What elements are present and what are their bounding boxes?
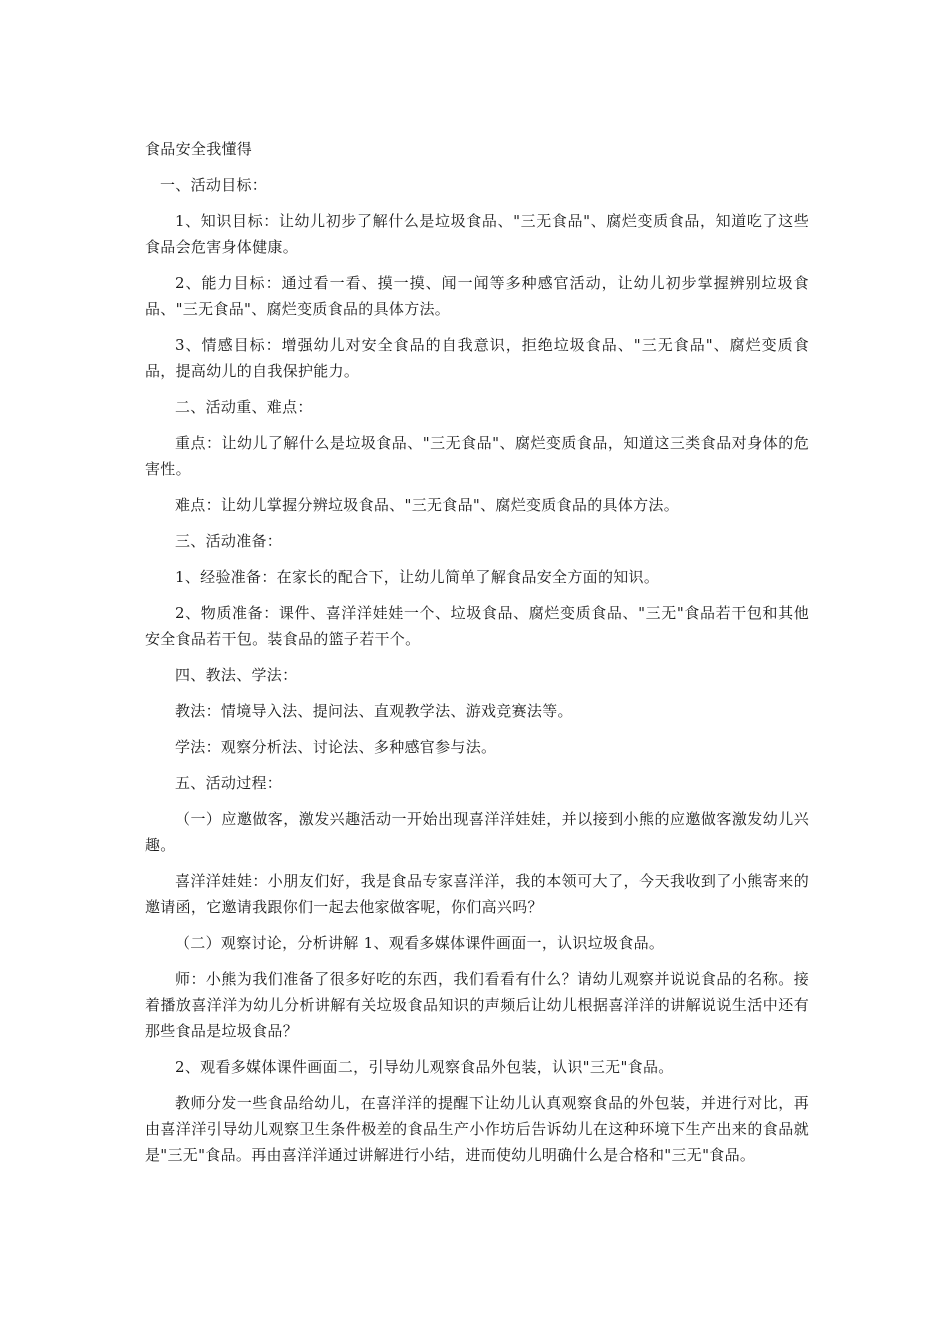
paragraph-courseware-screen-2: 2、观看多媒体课件画面二，引导幼儿观察食品外包装，认识"三无"食品。 [175, 1058, 674, 1076]
section-heading-process: 五、活动过程： [175, 774, 283, 792]
paragraph-teaching-methods: 教法：情境导入法、提问法、直观教学法、游戏竞赛法等。 [175, 702, 573, 720]
paragraph-doll-dialogue: 喜洋洋娃娃：小朋友们好，我是食品专家喜洋洋，我的本领可大了，今天我收到了小熊寄来的邀请函，它邀请我跟你们一起去他家做客呢，你们高兴吗？ [145, 872, 809, 916]
document-page [145, 136, 809, 1178]
paragraph-process-step-1: （一）应邀做客，激发兴趣活动一开始出现喜洋洋娃娃，并以接到小熊的应邀做客激发幼儿兴趣。 [145, 810, 809, 854]
section-heading-goals: 一、活动目标： [160, 176, 268, 194]
paragraph-learning-methods: 学法：观察分析法、讨论法、多种感官参与法。 [175, 738, 497, 756]
section-heading-key-points: 二、活动重、难点： [175, 398, 313, 416]
paragraph-difficulty: 难点：让幼儿掌握分辨垃圾食品、"三无食品"、腐烂变质食品的具体方法。 [175, 496, 680, 514]
paragraph-teacher-distribution: 教师分发一些食品给幼儿，在喜洋洋的提醒下让幼儿认真观察食品的外包装，并进行对比，再由喜洋洋引导幼儿观察卫生条件极差的食品生产小作坊后告诉幼儿在这种环境下生产出来的食品就是"三无"食品。再由喜洋洋通过讲解进行小结，进而使幼儿明确什么是合格和"三无"食品。 [145, 1094, 809, 1164]
paragraph-key-point: 重点：让幼儿了解什么是垃圾食品、"三无食品"、腐烂变质食品，知道这三类食品对身体的危害性。 [145, 434, 809, 478]
paragraph-emotion-goal: 3、情感目标：增强幼儿对安全食品的自我意识，拒绝垃圾食品、"三无食品"、腐烂变质食品，提高幼儿的自我保护能力。 [145, 336, 809, 380]
paragraph-experience-prep: 1、经验准备：在家长的配合下，让幼儿简单了解食品安全方面的知识。 [175, 568, 660, 586]
section-heading-methods: 四、教法、学法： [175, 666, 298, 684]
paragraph-process-step-2: （二）观察讨论，分析讲解 1、观看多媒体课件画面一，认识垃圾食品。 [175, 934, 665, 952]
paragraph-knowledge-goal: 1、知识目标：让幼儿初步了解什么是垃圾食品、"三无食品"、腐烂变质食品，知道吃了这些食品会危害身体健康。 [145, 212, 809, 256]
paragraph-teacher-question: 师：小熊为我们准备了很多好吃的东西，我们看看有什么？请幼儿观察并说说食品的名称。接着播放喜洋洋为幼儿分析讲解有关垃圾食品知识的声频后让幼儿根据喜洋洋的讲解说说生活中还有那些食品是垃圾食品？ [145, 970, 809, 1040]
document-title: 食品安全我懂得 [145, 140, 253, 158]
paragraph-material-prep: 2、物质准备：课件、喜洋洋娃娃一个、垃圾食品、腐烂变质食品、"三无"食品若干包和其他安全食品若干包。装食品的篮子若干个。 [145, 604, 809, 648]
section-heading-preparation: 三、活动准备： [175, 532, 283, 550]
paragraph-ability-goal: 2、能力目标：通过看一看、摸一摸、闻一闻等多种感官活动，让幼儿初步掌握辨别垃圾食品、"三无食品"、腐烂变质食品的具体方法。 [145, 274, 809, 318]
